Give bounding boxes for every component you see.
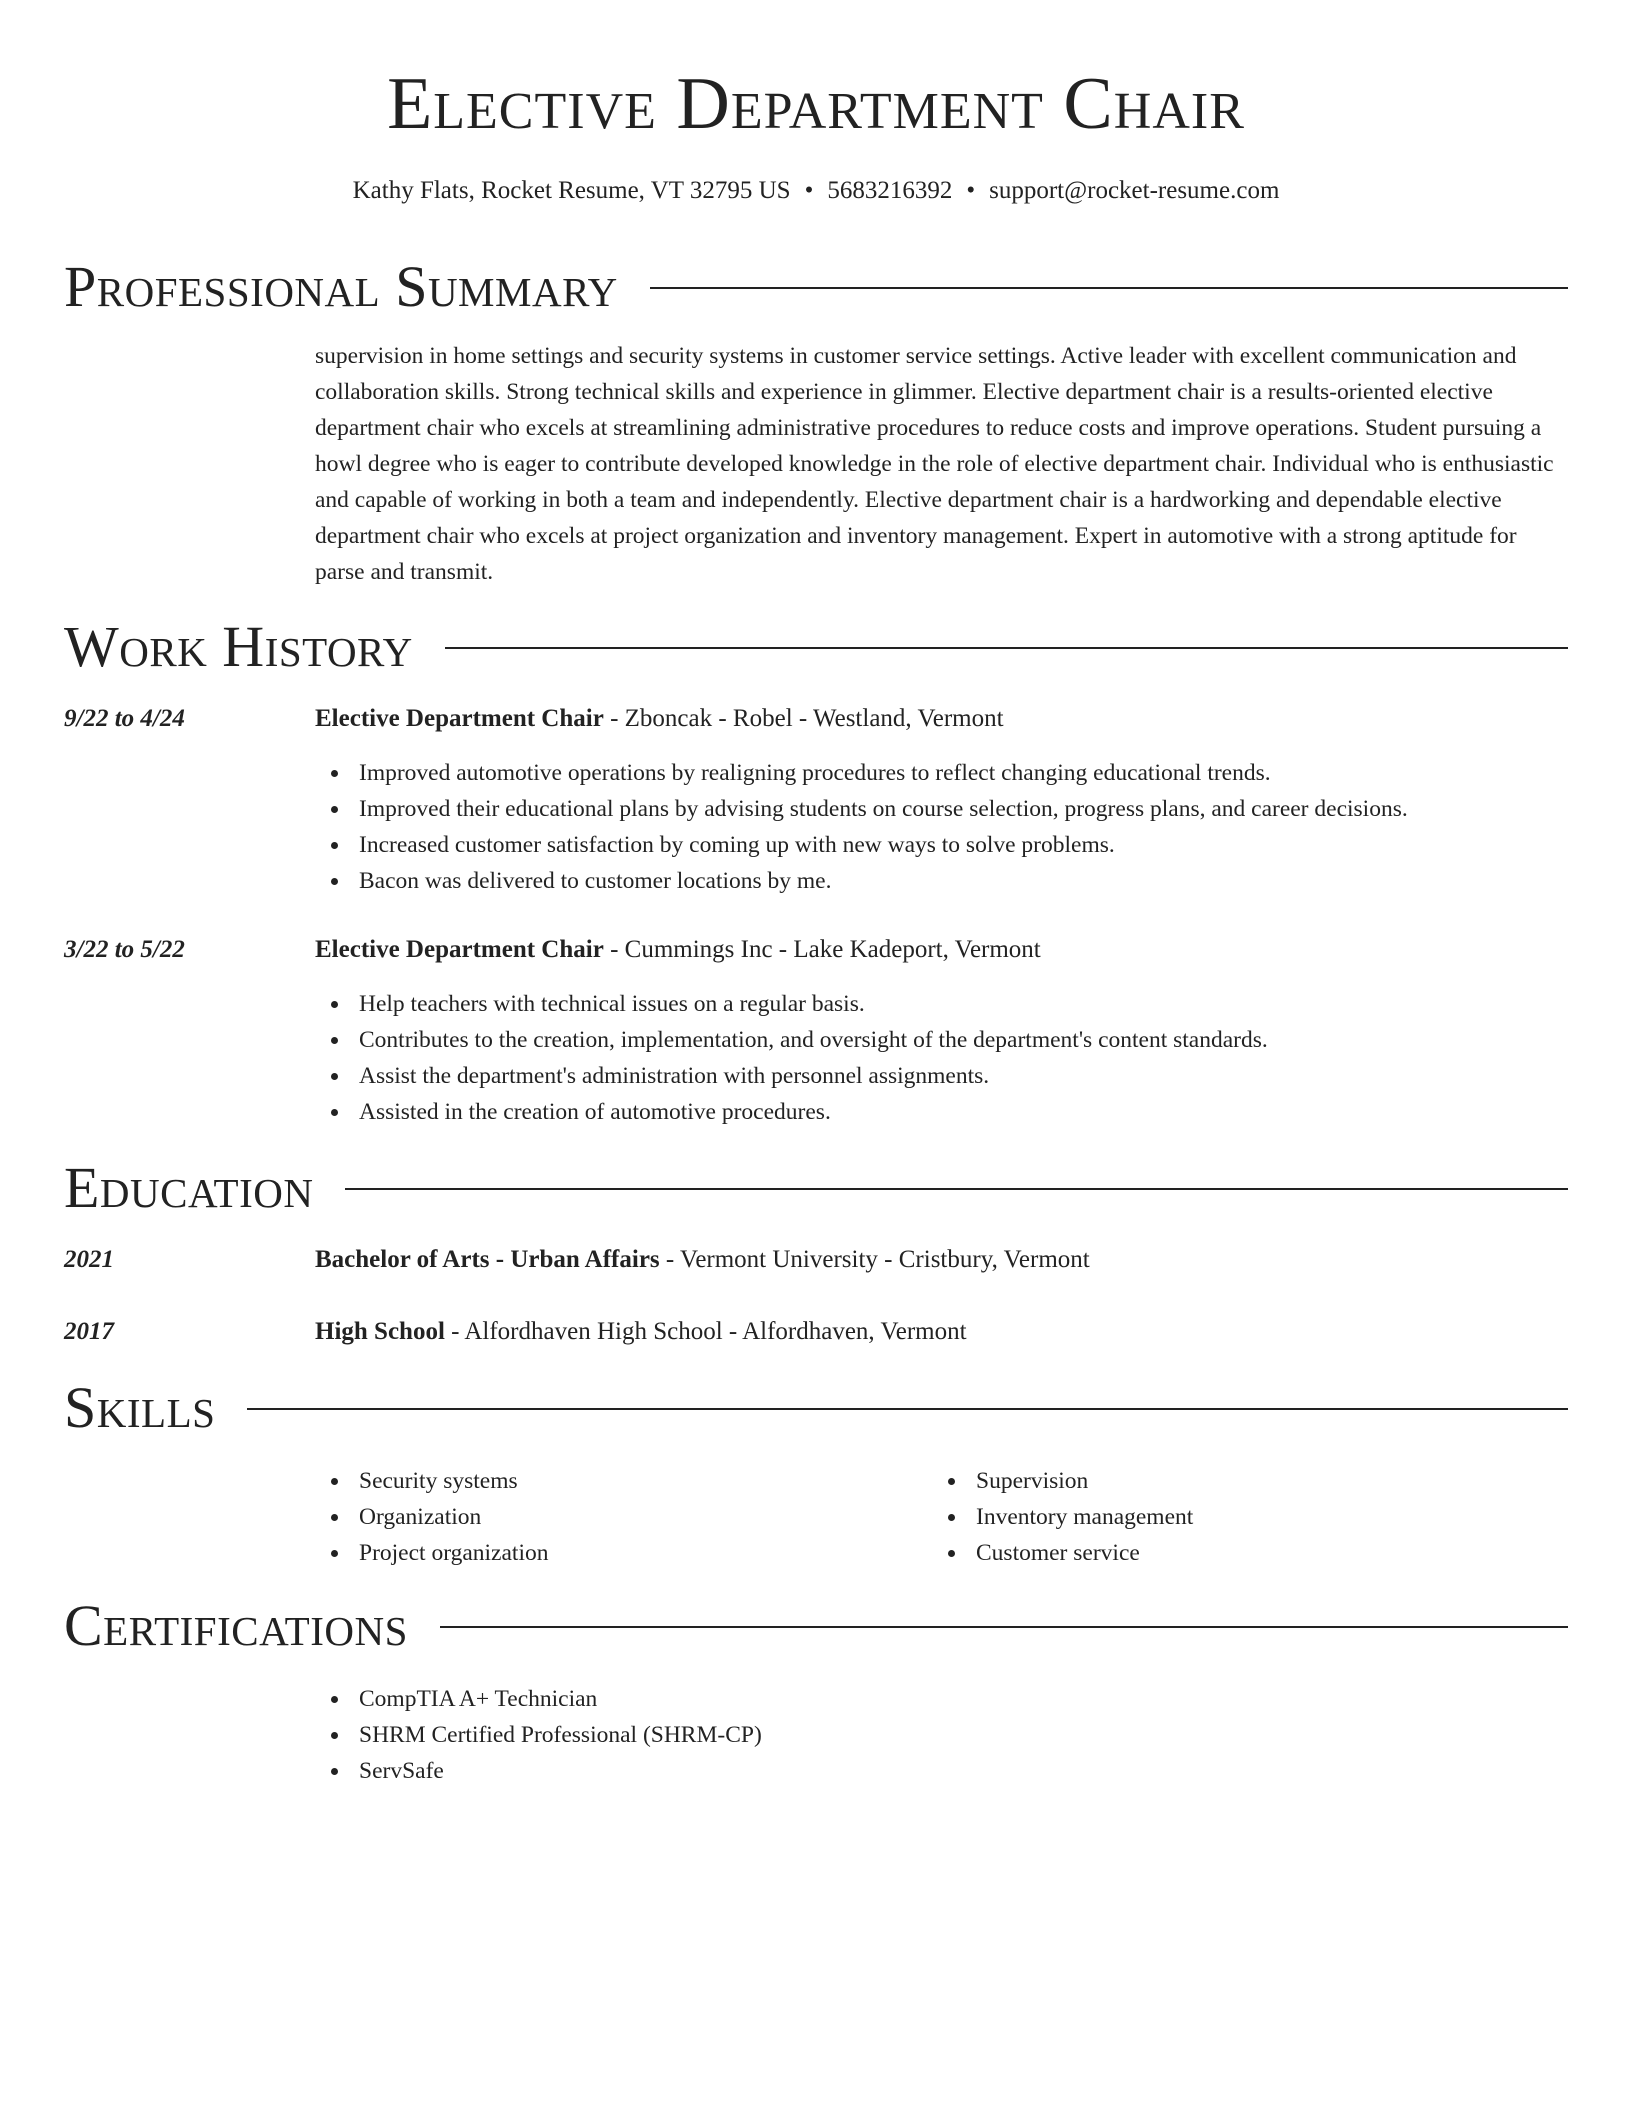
section-divider [440,1626,1568,1628]
section-divider [445,647,1568,649]
contact-separator: • [966,177,976,204]
education-section-header [64,1153,1568,1223]
education-headline [315,1315,967,1349]
certification-item: ServSafe [315,1753,762,1789]
education-degree: High School [315,1318,445,1345]
list-item: Bacon was delivered to customer locations by me. [315,863,1408,899]
certification-item: CompTIA A+ Technician [315,1681,762,1717]
job-title: Elective Department Chair [315,936,604,963]
education-degree: Bachelor of Arts - Urban Affairs [315,1246,660,1273]
certifications-section-header [64,1591,1568,1661]
skills-heading: Skills [64,1375,216,1440]
contact-separator: • [804,177,814,204]
certifications-heading: Certifications [64,1593,408,1658]
contact-line [64,174,1568,208]
skill-item: Security systems [315,1463,548,1499]
education-heading: Education [64,1155,314,1220]
list-item: Assisted in the creation of automotive procedures. [315,1094,1268,1130]
skills-list-right [932,1463,1193,1571]
skills-list-left [315,1463,548,1571]
job-details: - Zboncak - Robel - Westland, Vermont [603,705,1004,732]
education-year: 2017 [64,1318,114,1345]
skills-section-header [64,1373,1568,1443]
education-headline [315,1243,1090,1277]
job-bullets [315,986,1268,1130]
certifications-list [315,1681,762,1789]
list-item: Contributes to the creation, implementation, and oversight of the department's content standards. [315,1022,1268,1058]
skill-item: Project organization [315,1535,548,1571]
education-details: - Alfordhaven High School - Alfordhaven, Vermont [444,1318,967,1345]
job-details: - Cummings Inc - Lake Kadeport, Vermont [603,936,1041,963]
work-heading: Work History [64,614,413,679]
job-headline [315,933,1041,967]
contact-email: support@rocket-resume.com [989,177,1280,204]
skill-item: Organization [315,1499,548,1535]
education-year: 2021 [64,1246,114,1273]
skill-item: Inventory management [932,1499,1193,1535]
job-bullets [315,755,1408,899]
education-details: - Vermont University - Cristbury, Vermont [659,1246,1090,1273]
summary-section-header [64,252,1568,322]
contact-address: Kathy Flats, Rocket Resume, VT 32795 US [352,177,791,204]
section-divider [247,1408,1568,1410]
list-item: Increased customer satisfaction by coming up with new ways to solve problems. [315,827,1408,863]
resume-title: Elective Department Chair [387,63,1245,145]
certification-item: SHRM Certified Professional (SHRM-CP) [315,1717,762,1753]
job-dates: 3/22 to 5/22 [64,936,185,963]
summary-text: supervision in home settings and security systems in customer service settings. Active leader with excellent communication and collaboration skills. Strong technical skills and experience in glimmer. Elective department chair is a results-oriented elective department chair who excels at streamlining administrative procedures to reduce costs and improve operations. Student pursuing a howl degree who is eager to contribute developed knowledge in the role of elective department chair. Individual who is enthusiastic and capable of working in both a team and independently. Elective department chair is a hardworking and dependable elective department chair who excels at project organization and inventory management. Expert in automotive with a strong aptitude for parse and transmit. [315,343,1554,585]
list-item: Help teachers with technical issues on a regular basis. [315,986,1268,1022]
contact-phone: 5683216392 [827,177,953,204]
list-item: Improved automotive operations by realigning procedures to reflect changing educational trends. [315,755,1408,791]
list-item: Assist the department's administration with personnel assignments. [315,1058,1268,1094]
work-section-header [64,612,1568,682]
section-divider [345,1188,1568,1190]
skill-item: Customer service [932,1535,1193,1571]
skill-item: Supervision [932,1463,1193,1499]
section-divider [650,287,1568,289]
list-item: Improved their educational plans by advising students on course selection, progress plans, and career decisions. [315,791,1408,827]
job-headline [315,702,1004,736]
job-dates: 9/22 to 4/24 [64,705,185,732]
job-title: Elective Department Chair [315,705,604,732]
summary-heading: Professional Summary [64,254,618,319]
